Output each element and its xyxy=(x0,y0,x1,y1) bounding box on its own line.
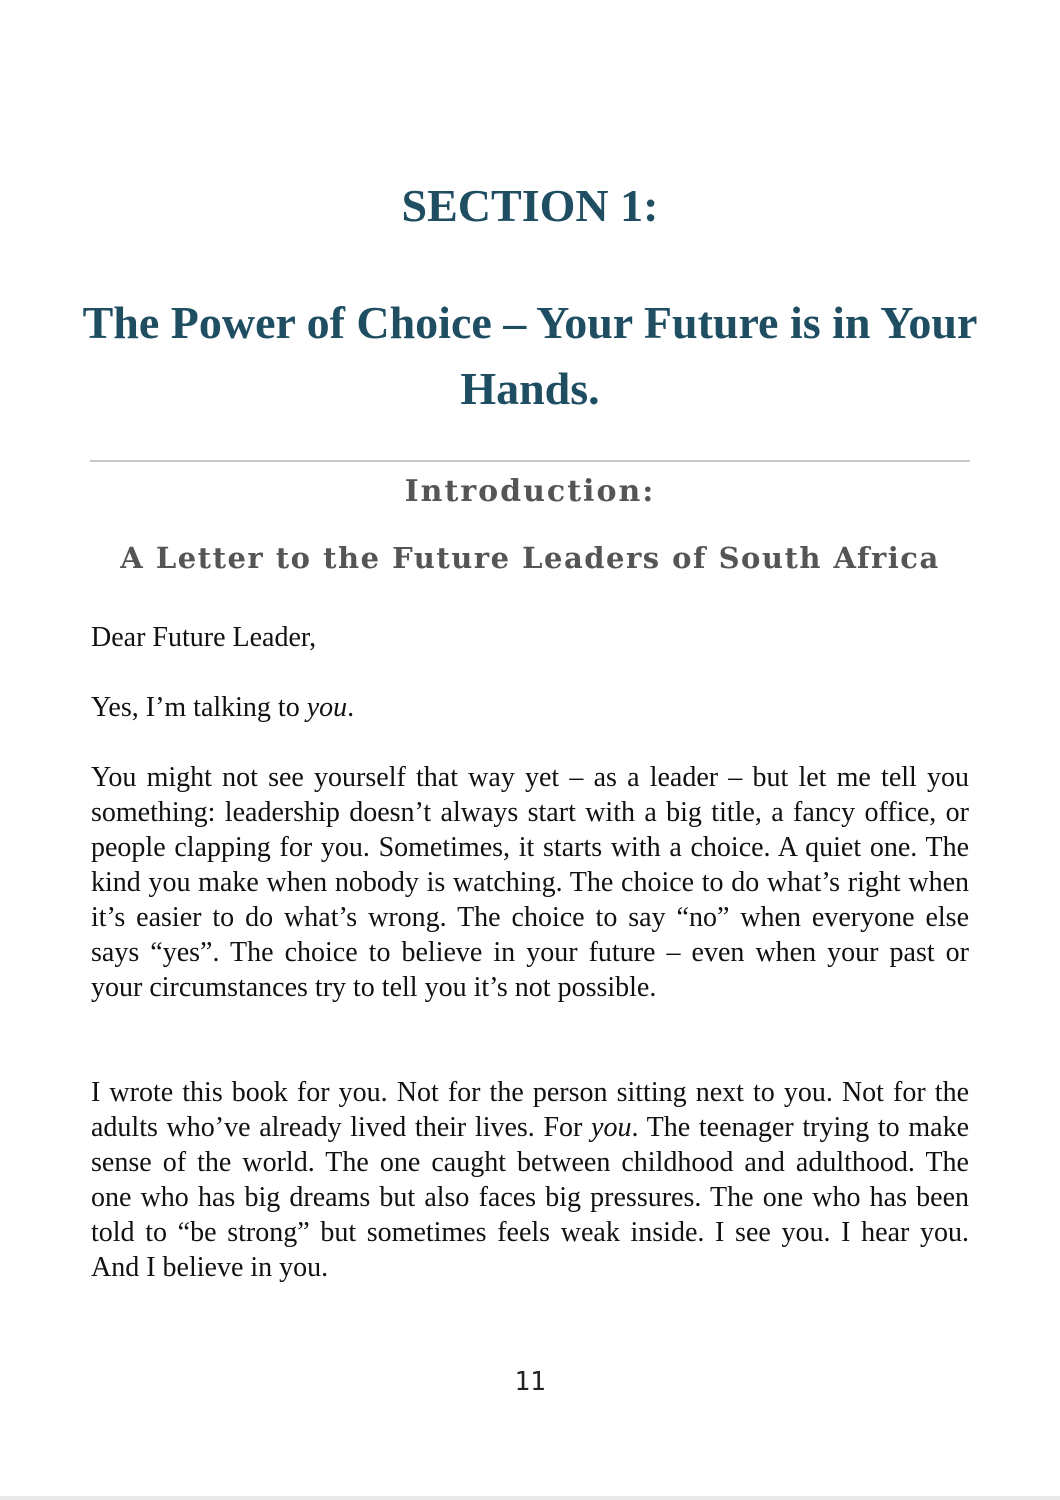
chapter-title: The Power of Choice – Your Future is in Your Hands. xyxy=(82,297,978,414)
intro-subtitle: A Letter to the Future Leaders of South Africa xyxy=(120,541,940,575)
yes-suffix: . xyxy=(347,692,355,723)
paragraph-1: You might not see yourself that way yet – as a leader – but let me tell you something: leadership doesn’t always start with a big title, a fancy office, or people clapping for you. Sometimes, it starts with a choice. A quiet one. The kind you make when nobody is watching. The choice to do what’s right when it’s easier to do what’s wrong. The choice to say “no” when everyone else says “yes”. The choice to believe in your future – even when your past or your circumstances try to tell you it’s not possible. xyxy=(91,762,969,1003)
yes-prefix: Yes, I’m talking to xyxy=(91,692,307,723)
section-label: SECTION 1: xyxy=(401,180,659,231)
page-number: 11 xyxy=(514,1367,546,1397)
yes-emphasis: you xyxy=(306,692,348,723)
paragraph-2-emphasis: you xyxy=(591,1112,632,1143)
yes-line xyxy=(91,690,969,725)
paragraph-2 xyxy=(91,1075,969,1285)
divider xyxy=(90,460,970,462)
intro-label: Introduction: xyxy=(404,474,656,509)
greeting: Dear Future Leader, xyxy=(91,622,317,653)
page-bottom-edge xyxy=(0,1496,1060,1500)
paragraph-2-after: . The teenager trying to make sense of the world. The one caught between childhood and adulthood. The one who has big dreams but also faces big pressures. The one who has been told to “be strong” but sometimes feels weak inside. I see you. I hear you. And I believe in you. xyxy=(91,1112,969,1283)
paragraph-2-before: I wrote this book for you. Not for the person sitting next to you. Not for the adults who’ve already lived their lives. For xyxy=(91,1077,969,1143)
